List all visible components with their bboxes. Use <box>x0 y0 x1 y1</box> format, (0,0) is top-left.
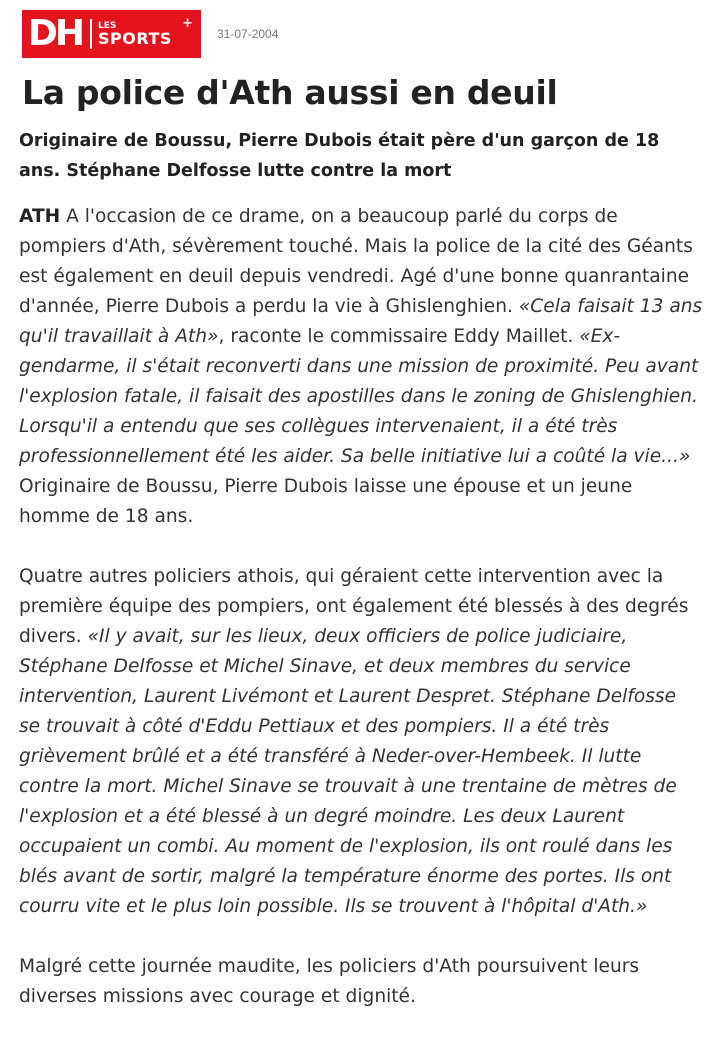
article-title: La police d'Ath aussi en deuil <box>22 73 558 112</box>
p1-quote-1: «Cela faisait 13 ans qu'il travaillait à Ath» <box>19 296 703 347</box>
header <box>22 10 278 58</box>
p2-text-1: Quatre autres policiers athois, qui géraient cette intervention avec la première équipe des pompiers, ont également été blessés à des degrés divers. <box>19 566 689 647</box>
p1-text-2: , raconte le commissaire Eddy Maillet. <box>218 326 580 347</box>
paragraph-1 <box>19 202 703 532</box>
logo-sports-text: SPORTS <box>98 28 172 48</box>
logo-sports-block <box>98 22 172 47</box>
p1-quote-2: «Ex-gendarme, il s'était reconverti dans une mission de proximité. Peu avant l'explosion fatale, il faisait des apostilles dans le zoning de Ghislenghien. Lorsqu'il a entendu que ses collègues intervenaient, il a été très professionnellement été les aider. Sa belle initiative lui a coûté la vie...» <box>19 326 699 467</box>
article-date: 31-07-2004 <box>217 27 279 41</box>
logo-les-text: LES <box>98 20 117 31</box>
article-lead: Originaire de Boussu, Pierre Dubois était père d'un garçon de 18 ans. Stéphane Delfosse lutte contre la mort <box>19 131 660 181</box>
dateline: ATH <box>19 206 61 227</box>
logo-separator <box>90 19 92 49</box>
logo-plus-icon: + <box>182 16 193 31</box>
p1-text-1: A l'occasion de ce drame, on a beaucoup parlé du corps de pompiers d'Ath, sévèrement touché. Mais la police de la cité des Géants est également en deuil depuis vendredi. Agé d'une bonne quanrantaine d'année, Pierre Dubois a perdu la vie à Ghislenghien. <box>19 206 693 317</box>
dh-sports-logo[interactable] <box>22 10 201 58</box>
article-body <box>19 202 703 1042</box>
paragraph-2 <box>19 562 703 922</box>
logo-dh-text: DH <box>28 13 83 54</box>
p1-text-3: Originaire de Boussu, Pierre Dubois laisse une épouse et un jeune homme de 18 ans. <box>19 476 633 527</box>
paragraph-3: Malgré cette journée maudite, les policiers d'Ath poursuivent leurs diverses missions avec courage et dignité. <box>19 956 640 1007</box>
p2-quote: «Il y avait, sur les lieux, deux officiers de police judiciaire, Stéphane Delfosse et Michel Sinave, et deux membres du service intervention, Laurent Livémont et Laurent Despret. Stéphane Delfosse se trouvait à côté d'Eddu Pettiaux et des pompiers. Il a été très grièvement brûlé et a été transféré à Neder-over-Hembeek. Il lutte contre la mort. Michel Sinave se trouvait à une trentaine de mètres de l'explosion et a été blessé à un degré moindre. Les deux Laurent occupaient un combi. Au moment de l'explosion, ils ont roulé dans les blés avant de sortir, malgré la température énorme des portes. Ils ont courru vite et le plus loin possible. Ils se trouvent à l'hôpital d'Ath.» <box>19 626 677 917</box>
